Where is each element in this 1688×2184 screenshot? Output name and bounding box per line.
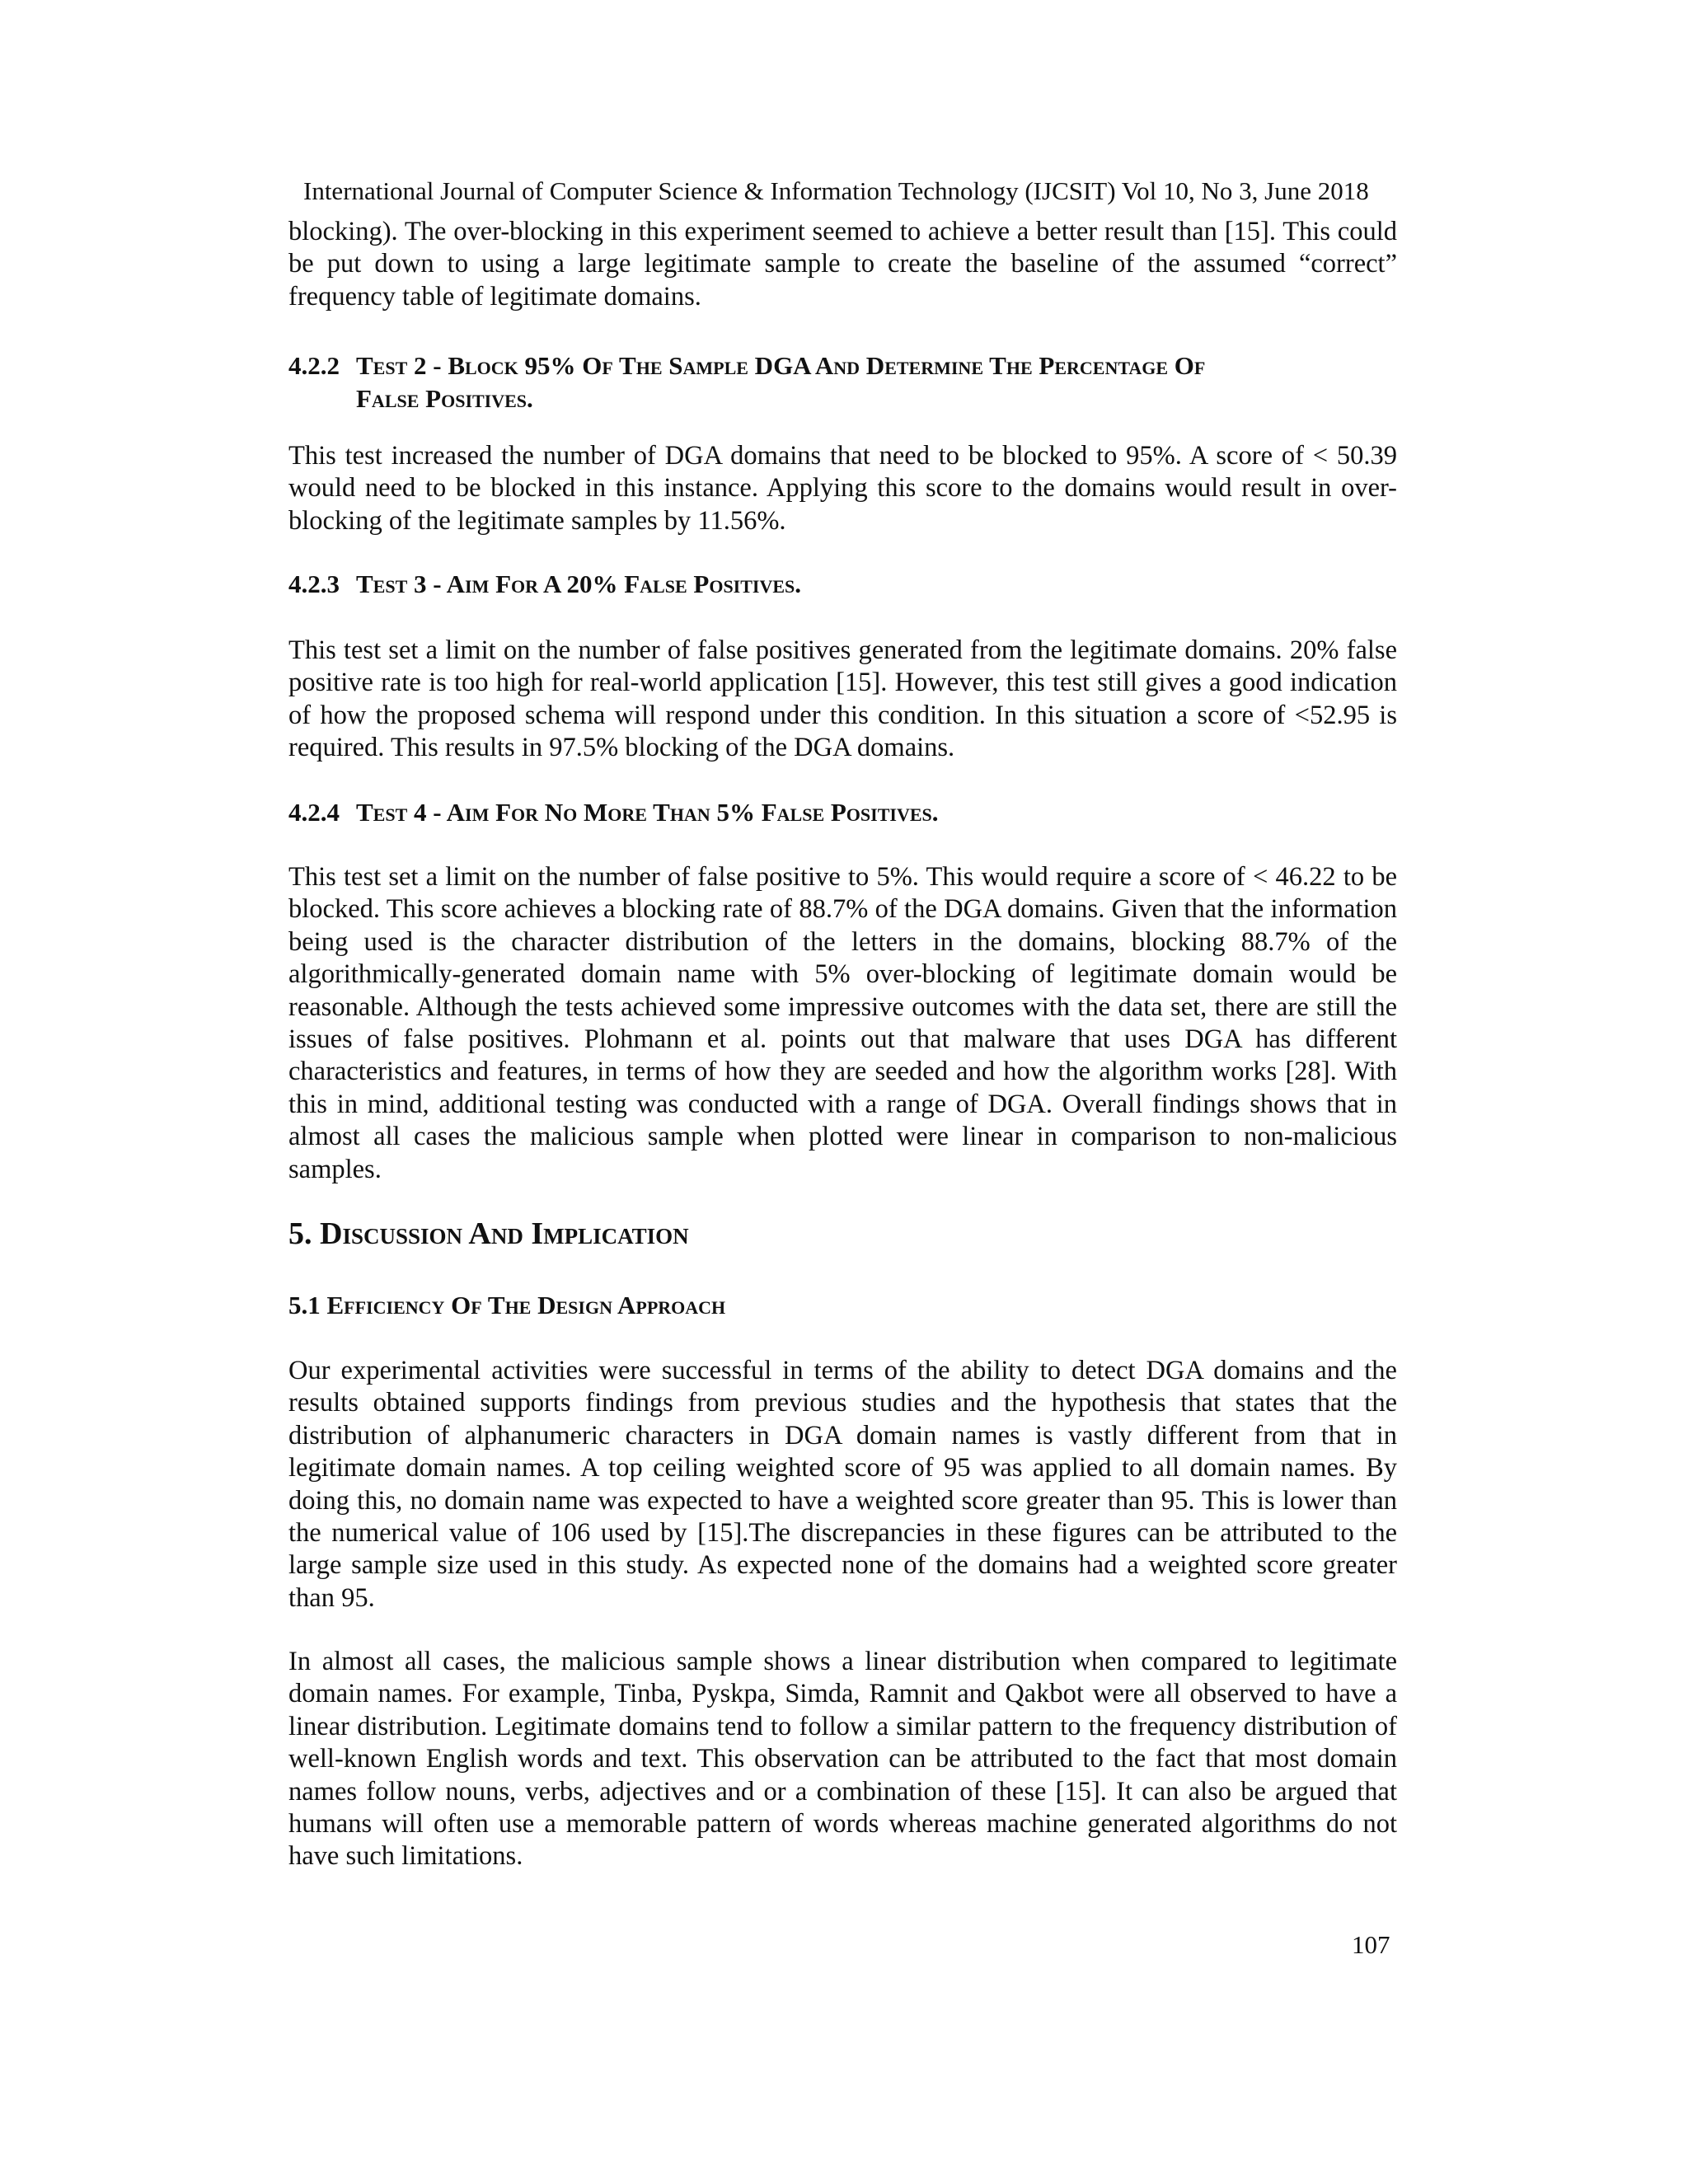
paragraph-4-2-3: This test set a limit on the number of false positives generated from the legitimate domains. 20% false positive rate is too high for real-world application [15]. However, this test still gives a good indication of how the proposed schema will respond under this condition. In this situation a score of <52.95 is required. This results in 97.5% blocking of the DGA domains. (288, 635, 1397, 763)
running-header: International Journal of Computer Science & Information Technology (IJCSIT) Vol 10, No 3, June 2018 (303, 176, 1369, 205)
paragraph-4-2-4: This test set a limit on the number of false positive to 5%. This would require a score of < 46.22 to be blocked. This score achieves a blocking rate of 88.7% of the DGA domains. Given that the information being used is the character distribution of the letters in the domains, blocking 88.7% of the algorithmically-generated domain name with 5% over-blocking of legitimate domain would be reasonable. Although the tests achieved some impressive outcomes with the data set, there are still the issues of false positives. Plohmann et al. points out that malware that uses DGA has different characteristics and features, in terms of how they are seeded and how the algorithm works [28]. With this in mind, additional testing was conducted with a range of DGA. Overall findings shows that in almost all cases the malicious sample when plotted were linear in comparison to non-malicious samples. (288, 862, 1397, 1184)
heading-text: Test 3 - Aim For A 20% False Positives. (356, 569, 802, 598)
heading-4-2-2 (288, 349, 1397, 415)
paragraph-intro: blocking). The over-blocking in this experiment seemed to achieve a better result than [15]. This could be put down to using a large legitimate sample to create the baseline of the assumed “correct” frequency table of legitimate domains. (288, 217, 1397, 312)
heading-number: 4.2.2 (288, 351, 340, 380)
page-number: 107 (1352, 1930, 1390, 1959)
paragraph-5-1-b: In almost all cases, the malicious sample shows a linear distribution when compared to legitimate domain names. For example, Tinba, Pyskpa, Simda, Ramnit and Qakbot were all observed to have a linear distribution. Legitimate domains tend to follow a similar pattern to the frequency distribution of well-known English words and text. This observation can be attributed to the fact that most domain names follow nouns, verbs, adjectives and or a combination of these [15]. It can also be argued that humans will often use a memorable pattern of words whereas machine generated algorithms do not have such limitations. (288, 1647, 1397, 1872)
heading-4-2-4 (288, 796, 1397, 829)
heading-text: Test 4 - Aim For No More Than 5% False Positives. (356, 798, 939, 827)
heading-text-continued: False Positives. (356, 384, 533, 413)
heading-4-2-3 (288, 568, 1397, 601)
paragraph-4-2-2: This test increased the number of DGA domains that need to be blocked to 95%. A score of < 50.39 would need to be blocked in this instance. Applying this score to the domains would result in over-blocking of the legitimate samples by 11.56%. (288, 441, 1397, 536)
heading-number: 4.2.4 (288, 798, 340, 827)
heading-number: 4.2.3 (288, 569, 340, 598)
section-heading-5-1: 5.1 Efficiency Of The Design Approach (288, 1291, 726, 1319)
paragraph-5-1-a: Our experimental activities were successful in terms of the ability to detect DGA domains and the results obtained supports findings from previous studies and the hypothesis that states that the distribution of alphanumeric characters in DGA domain names is vastly different from that in legitimate domain names. A top ceiling weighted score of 95 was applied to all domain names. By doing this, no domain name was expected to have a weighted score greater than 95. This is lower than the numerical value of 106 used by [15].The discrepancies in these figures can be attributed to the large sample size used in this study. As expected none of the domains had a weighted score greater than 95. (288, 1356, 1397, 1613)
section-heading-5: 5. Discussion And Implication (288, 1216, 689, 1251)
heading-text: Test 2 - Block 95% Of The Sample DGA And Determine The Percentage Of (356, 351, 1206, 380)
